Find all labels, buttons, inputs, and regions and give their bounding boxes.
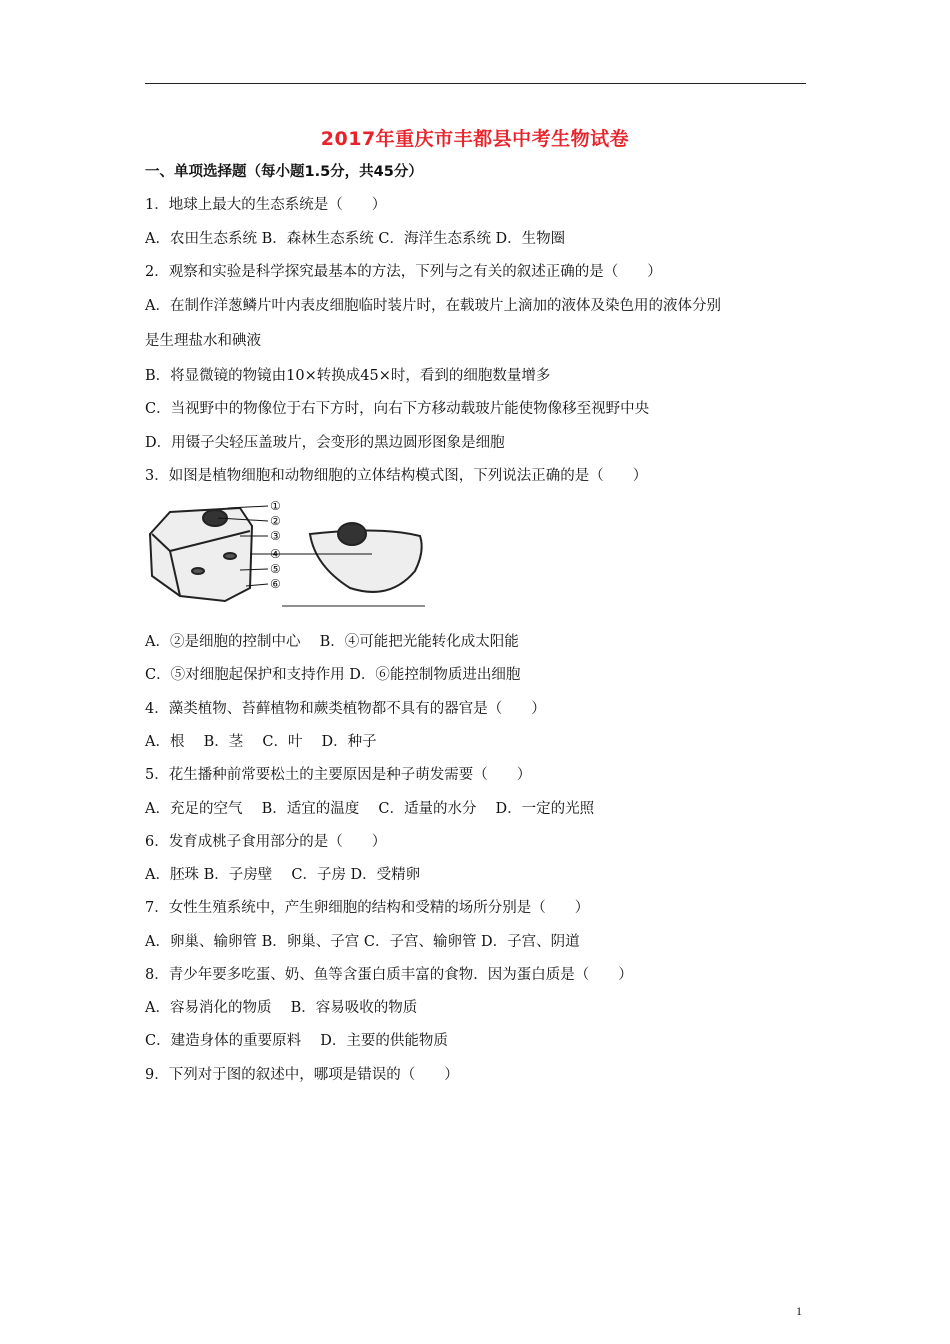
figure-label-5: ⑤ (270, 562, 281, 576)
figure-label-6: ⑥ (270, 577, 281, 591)
header-rule (145, 83, 806, 84)
question-7: 7．女性生殖系统中，产生卵细胞的结构和受精的场所分别是（ ） (145, 900, 590, 916)
question-5-options: A．充足的空气 B．适宜的温度 C．适量的水分 D．一定的光照 (145, 801, 595, 817)
question-3-options-cd: C．⑤对细胞起保护和支持作用 D．⑥能控制物质进出细胞 (145, 667, 521, 683)
cell-structure-figure (140, 496, 425, 608)
figure-label-2: ② (270, 514, 281, 528)
question-2-option-c: C．当视野中的物像位于右下方时，向右下方移动载玻片能使物像移至视野中央 (145, 401, 650, 417)
question-8-options-ab: A．容易消化的物质 B．容易吸收的物质 (145, 1000, 418, 1016)
figure-label-4: ④ (270, 547, 281, 561)
page-number: 1 (796, 1304, 802, 1318)
question-3: 3．如图是植物细胞和动物细胞的立体结构模式图，下列说法正确的是（ ） (145, 468, 648, 484)
figure-label-1: ① (270, 499, 281, 513)
question-1-options: A．农田生态系统 B．森林生态系统 C．海洋生态系统 D．生物圈 (145, 231, 566, 247)
question-2-option-a: A．在制作洋葱鳞片叶内表皮细胞临时装片时，在载玻片上滴加的液体及染色用的液体分别 (145, 298, 721, 314)
question-2-option-a-cont: 是生理盐水和碘液 (145, 333, 261, 349)
question-8-options-cd: C．建造身体的重要原料 D．主要的供能物质 (145, 1033, 448, 1049)
question-2-option-d: D．用镊子尖轻压盖玻片，会变形的黑边圆形图象是细胞 (145, 435, 505, 451)
question-9: 9．下列对于图的叙述中，哪项是错误的（ ） (145, 1067, 459, 1083)
question-7-options: A．卵巢、输卵管 B．卵巢、子宫 C．子宫、输卵管 D．子宫、阴道 (145, 934, 580, 950)
question-6: 6．发育成桃子食用部分的是（ ） (145, 834, 387, 850)
question-4: 4．藻类植物、苔藓植物和蕨类植物都不具有的器官是（ ） (145, 701, 546, 717)
figure-label-3: ③ (270, 529, 281, 543)
question-4-options: A．根 B．茎 C．叶 D．种子 (145, 734, 377, 750)
question-2: 2．观察和实验是科学探究最基本的方法，下列与之有关的叙述正确的是（ ） (145, 264, 662, 280)
page-title: 2017年重庆市丰都县中考生物试卷 (320, 128, 630, 150)
question-8: 8．青少年要多吃蛋、奶、鱼等含蛋白质丰富的食物．因为蛋白质是（ ） (145, 967, 633, 983)
question-2-option-b: B．将显微镜的物镜由10×转换成45×时，看到的细胞数量增多 (145, 368, 551, 384)
question-5: 5．花生播种前常要松土的主要原因是种子萌发需要（ ） (145, 767, 532, 783)
question-6-options: A．胚珠 B．子房壁 C．子房 D．受精卵 (145, 867, 421, 883)
question-3-options-ab: A．②是细胞的控制中心 B．④可能把光能转化成太阳能 (145, 634, 519, 650)
section-heading: 一、单项选择题（每小题1.5分，共45分） (145, 164, 423, 180)
question-1: 1．地球上最大的生态系统是（ ） (145, 197, 387, 213)
